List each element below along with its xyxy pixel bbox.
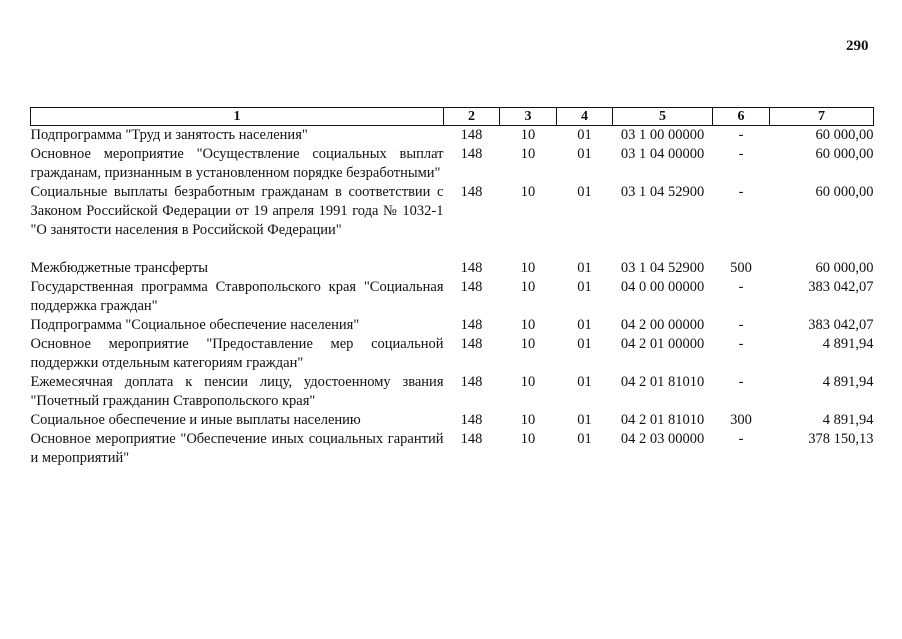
row-ministry-code: 148 [460, 374, 483, 390]
column-header-5: 5 [613, 108, 713, 126]
row-section-code: 10 [520, 374, 536, 390]
column-header-3: 3 [500, 108, 557, 126]
table-row [31, 259, 874, 278]
row-ministry-code: 148 [460, 431, 483, 447]
row-expense-type: - [738, 146, 744, 162]
row-expense-type: - [738, 279, 744, 295]
row-expense-type: 300 [730, 412, 752, 428]
row-subsection-code: 01 [577, 184, 592, 200]
table-row [31, 430, 874, 468]
row-subsection-code: 01 [577, 146, 592, 162]
row-amount: 383 042,07 [808, 279, 874, 295]
row-target-code: 04 2 01 81010 [620, 374, 705, 390]
column-header-2: 2 [444, 108, 500, 126]
row-name: Основное мероприятие "Предоставление мер социальной поддержки отдельным категориям граждан" [30, 336, 444, 371]
row-subsection-code: 01 [577, 260, 592, 276]
row-amount: 4 891,94 [822, 336, 874, 352]
row-ministry-code: 148 [460, 412, 483, 428]
row-amount: 383 042,07 [808, 317, 874, 333]
row-name: Ежемесячная доплата к пенсии лицу, удостоенному звания "Почетный гражданин Ставропольского края" [30, 374, 444, 409]
row-amount: 4 891,94 [822, 412, 874, 428]
row-section-code: 10 [520, 336, 536, 352]
row-section-code: 10 [520, 412, 536, 428]
row-section-code: 10 [520, 431, 536, 447]
page-number: 290 [846, 38, 869, 54]
row-name: Государственная программа Ставропольского края "Социальная поддержка граждан" [30, 279, 444, 314]
row-name: Подпрограмма "Труд и занятость населения" [30, 127, 308, 143]
row-name: Социальное обеспечение и иные выплаты населению [30, 412, 361, 428]
row-target-code: 04 2 03 00000 [620, 431, 705, 447]
row-ministry-code: 148 [460, 260, 483, 276]
budget-table [30, 107, 874, 468]
table-row [31, 335, 874, 373]
row-name: Основное мероприятие "Обеспечение иных социальных гарантий и мероприятий" [30, 431, 444, 466]
row-amount: 60 000,00 [815, 146, 874, 162]
row-target-code: 04 2 00 00000 [620, 317, 705, 333]
row-name: Межбюджетные трансферты [30, 260, 209, 276]
row-target-code: 03 1 04 52900 [620, 260, 705, 276]
row-target-code: 03 1 04 00000 [620, 146, 705, 162]
row-ministry-code: 148 [460, 317, 483, 333]
table-row [31, 183, 874, 259]
row-name: Подпрограмма "Социальное обеспечение населения" [30, 317, 360, 333]
row-section-code: 10 [520, 260, 536, 276]
column-header-4: 4 [557, 108, 613, 126]
row-amount: 378 150,13 [808, 431, 874, 447]
table-row [31, 145, 874, 183]
row-expense-type: 500 [730, 260, 752, 276]
row-subsection-code: 01 [577, 279, 592, 295]
row-section-code: 10 [520, 317, 536, 333]
column-header-6: 6 [713, 108, 770, 126]
row-subsection-code: 01 [577, 317, 592, 333]
table-row [31, 126, 874, 146]
row-expense-type: - [738, 184, 744, 200]
row-target-code: 04 0 00 00000 [620, 279, 705, 295]
row-section-code: 10 [520, 146, 536, 162]
column-header-1: 1 [31, 108, 444, 126]
row-expense-type: - [738, 374, 744, 390]
row-amount: 60 000,00 [815, 260, 874, 276]
table-row [31, 373, 874, 411]
row-target-code: 03 1 04 52900 [620, 184, 705, 200]
row-amount: 60 000,00 [815, 127, 874, 143]
row-amount: 60 000,00 [815, 184, 874, 200]
row-name: Социальные выплаты безработным гражданам в соответствии с Законом Российской Федерации от 19 апреля 1991 года № 1032-1 "О занятости населения в Российской Федерации" [30, 184, 444, 238]
row-ministry-code: 148 [460, 279, 483, 295]
row-subsection-code: 01 [577, 431, 592, 447]
row-target-code: 03 1 00 00000 [620, 127, 705, 143]
row-ministry-code: 148 [460, 146, 483, 162]
column-header-7: 7 [770, 108, 874, 126]
row-amount: 4 891,94 [822, 374, 874, 390]
row-subsection-code: 01 [577, 127, 592, 143]
row-expense-type: - [738, 336, 744, 352]
row-subsection-code: 01 [577, 336, 592, 352]
row-ministry-code: 148 [460, 127, 483, 143]
row-ministry-code: 148 [460, 336, 483, 352]
row-name: Основное мероприятие "Осуществление социальных выплат гражданам, признанным в установленном порядке безработными" [30, 146, 444, 181]
row-expense-type: - [738, 317, 744, 333]
row-target-code: 04 2 01 81010 [620, 412, 705, 428]
table-header-row [31, 108, 874, 126]
row-ministry-code: 148 [460, 184, 483, 200]
row-section-code: 10 [520, 279, 536, 295]
row-expense-type: - [738, 127, 744, 143]
row-target-code: 04 2 01 00000 [620, 336, 705, 352]
row-section-code: 10 [520, 127, 536, 143]
row-section-code: 10 [520, 184, 536, 200]
row-expense-type: - [738, 431, 744, 447]
table-row [31, 278, 874, 316]
row-subsection-code: 01 [577, 374, 592, 390]
table-row [31, 411, 874, 430]
table-row [31, 316, 874, 335]
row-subsection-code: 01 [577, 412, 592, 428]
